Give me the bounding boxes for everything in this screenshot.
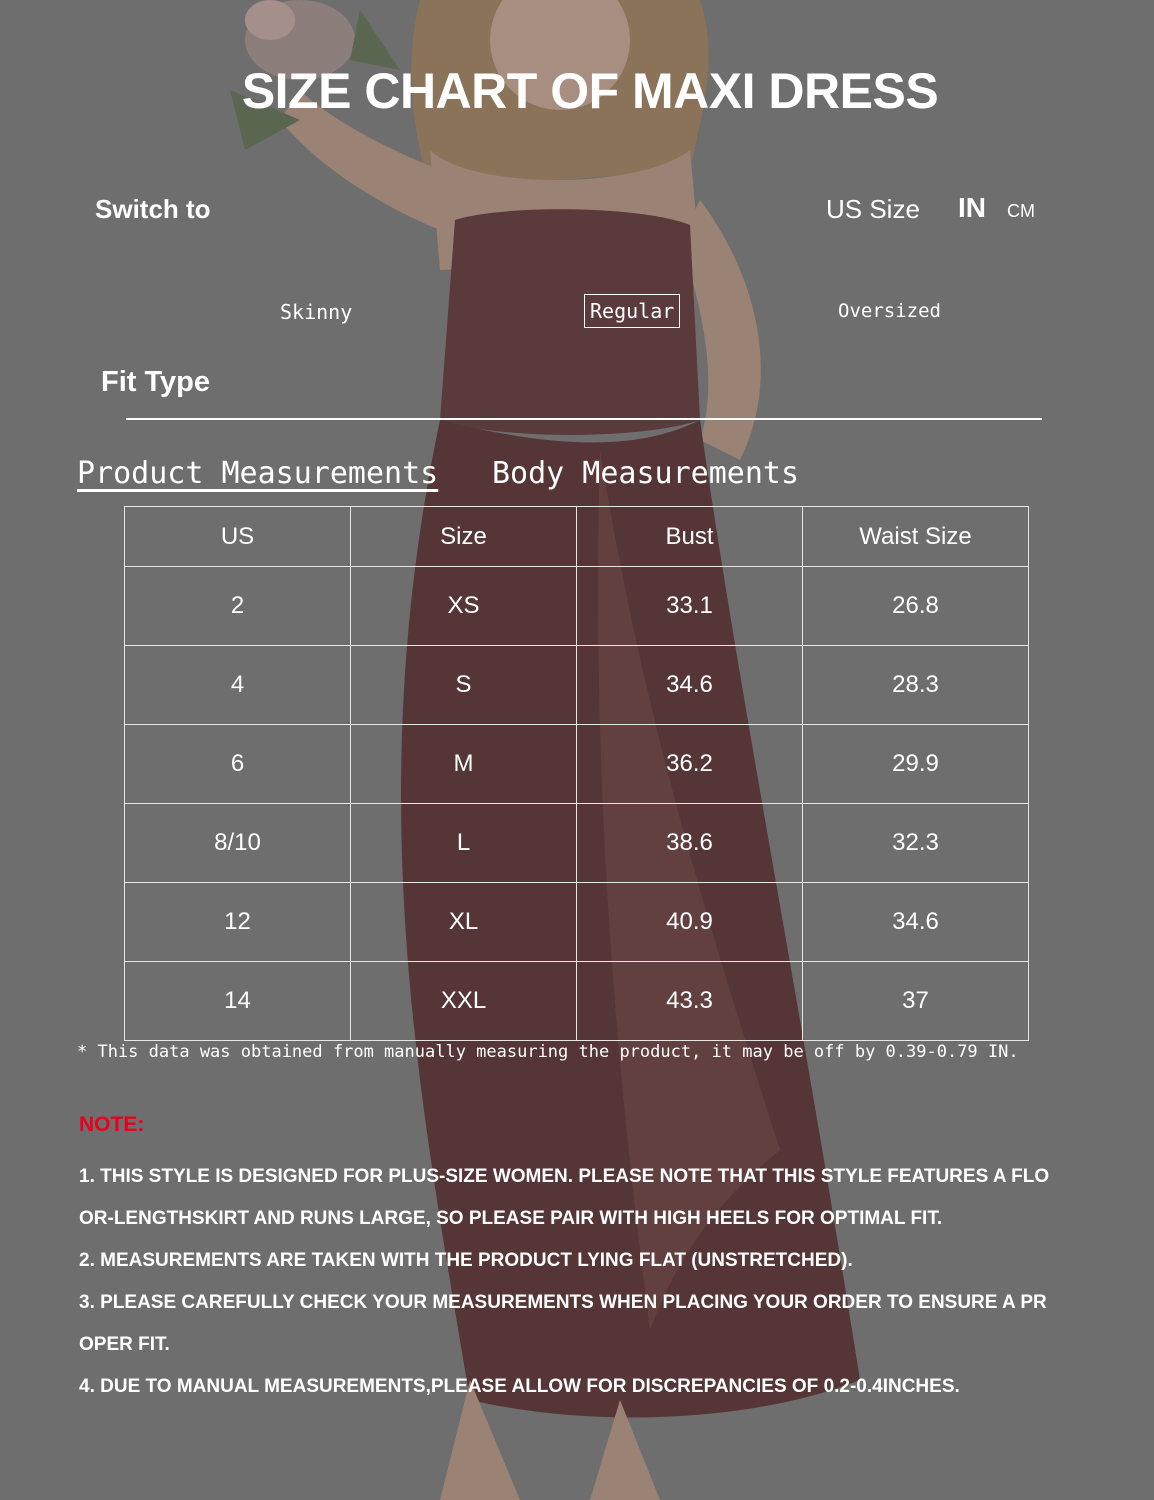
fit-type-divider (126, 418, 1042, 420)
cell-waist: 28.3 (803, 646, 1029, 725)
unit-cm-toggle[interactable]: CM (1007, 201, 1035, 221)
note-item: 2. MEASUREMENTS ARE TAKEN WITH THE PRODUCT LYING FLAT (UNSTRETCHED). (79, 1250, 853, 1271)
fit-type-label: Fit Type (101, 366, 211, 398)
note-item: 1. THIS STYLE IS DESIGNED FOR PLUS-SIZE WOMEN. PLEASE NOTE THAT THIS STYLE FEATURES A FLOOR-LENGTHSKIRT AND RUNS LARGE, SO PLEASE PAIR WITH HIGH HEELS FOR OPTIMAL FIT. (79, 1166, 1050, 1229)
cell-size: XXL (351, 962, 577, 1041)
note-item: 3. PLEASE CAREFULLY CHECK YOUR MEASUREMENTS WHEN PLACING YOUR ORDER TO ENSURE A PROPER FIT. (79, 1292, 1047, 1355)
cell-size: XL (351, 883, 577, 962)
cell-size: XS (351, 567, 577, 646)
fit-option-regular[interactable]: Regular (584, 294, 680, 328)
cell-bust: 38.6 (577, 804, 803, 883)
table-row (125, 883, 1029, 962)
size-chart-table (124, 506, 1029, 1041)
cell-bust: 34.6 (577, 646, 803, 725)
cell-waist: 29.9 (803, 725, 1029, 804)
page-title: SIZE CHART OF MAXI DRESS (241, 63, 939, 119)
fit-option-oversized[interactable]: Oversized (838, 300, 941, 322)
note-label: NOTE: (79, 1113, 145, 1136)
table-header-row (125, 507, 1029, 567)
measurement-footnote: * This data was obtained from manually measuring the product, it may be off by 0.39-0.79 IN. (77, 1042, 1019, 1062)
cell-size: S (351, 646, 577, 725)
cell-waist: 26.8 (803, 567, 1029, 646)
table-row (125, 567, 1029, 646)
cell-size: L (351, 804, 577, 883)
cell-bust: 40.9 (577, 883, 803, 962)
header-size: Size (351, 507, 577, 567)
notes-list (79, 1156, 1054, 1408)
cell-waist: 32.3 (803, 804, 1029, 883)
table-row (125, 962, 1029, 1041)
cell-size: M (351, 725, 577, 804)
cell-waist: 34.6 (803, 883, 1029, 962)
switch-to-label: Switch to (95, 194, 211, 224)
header-bust: Bust (577, 507, 803, 567)
table-row (125, 646, 1029, 725)
fit-option-skinny[interactable]: Skinny (280, 300, 353, 324)
us-size-toggle[interactable]: US Size (826, 194, 920, 224)
tab-product-measurements[interactable]: Product Measurements (77, 456, 439, 491)
tab-body-measurements[interactable]: Body Measurements (492, 456, 800, 491)
cell-us: 8/10 (125, 804, 351, 883)
table-row (125, 804, 1029, 883)
cell-us: 12 (125, 883, 351, 962)
cell-us: 6 (125, 725, 351, 804)
cell-bust: 33.1 (577, 567, 803, 646)
table-row (125, 725, 1029, 804)
header-waist-size: Waist Size (803, 507, 1029, 567)
header-us: US (125, 507, 351, 567)
cell-us: 14 (125, 962, 351, 1041)
cell-bust: 43.3 (577, 962, 803, 1041)
cell-waist: 37 (803, 962, 1029, 1041)
note-item: 4. DUE TO MANUAL MEASUREMENTS,PLEASE ALLOW FOR DISCREPANCIES OF 0.2-0.4INCHES. (79, 1376, 960, 1397)
unit-in-toggle[interactable]: IN (958, 192, 986, 223)
cell-us: 4 (125, 646, 351, 725)
cell-bust: 36.2 (577, 725, 803, 804)
cell-us: 2 (125, 567, 351, 646)
